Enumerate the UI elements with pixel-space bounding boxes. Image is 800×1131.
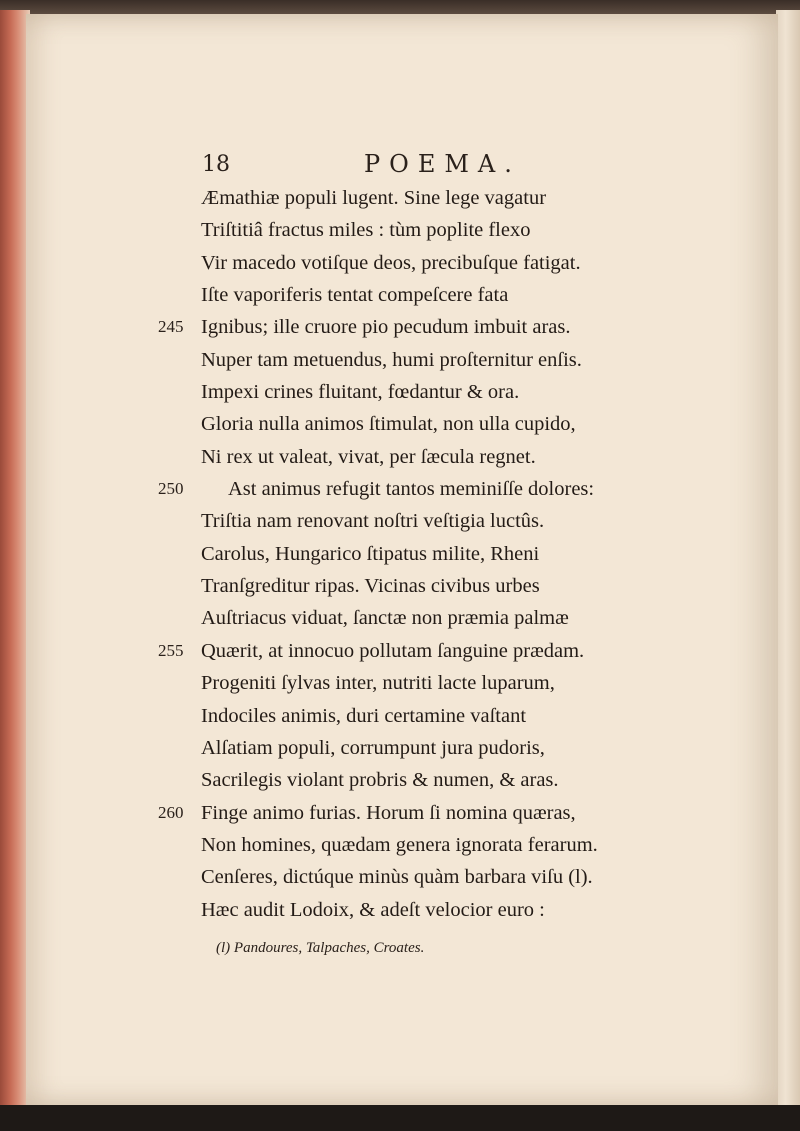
line-number: 255 (158, 640, 184, 660)
verse-text: Alſatiam populi, corrumpunt jura pudoris, (201, 736, 545, 759)
line-number: 260 (158, 802, 184, 822)
verse-text: Gloria nulla animos ſtimulat, non ulla cupido, (201, 413, 576, 436)
verse-line (0, 505, 800, 537)
verse-text: Auſtriacus viduat, ſanctæ non præmia palmæ (201, 607, 569, 630)
verse-line (0, 732, 800, 764)
verse-text: Tranſgreditur ripas. Vicinas civibus urbes (201, 575, 540, 598)
verse-line (0, 894, 800, 926)
verse-line (0, 764, 800, 796)
poem-text (0, 182, 800, 926)
line-number: 250 (158, 479, 184, 499)
verse-text: Impexi crines fluitant, fœdantur & ora. (201, 381, 520, 404)
verse-text: Iſte vaporiferis tentat compeſcere fata (201, 284, 509, 307)
line-number: 245 (158, 317, 184, 337)
verse-text: Æmathiæ populi lugent. Sine lege vagatur (201, 187, 547, 209)
verse-line (0, 538, 800, 570)
verse-line (0, 635, 800, 667)
verse-line (0, 829, 800, 861)
verse-line (0, 602, 800, 634)
verse-line (0, 247, 800, 279)
verse-text: Carolus, Hungarico ſtipatus milite, Rheni (201, 542, 540, 565)
verse-line (0, 441, 800, 473)
verse-text: Progeniti ſylvas inter, nutriti lacte luparum, (201, 672, 555, 695)
book-bottom-edge (0, 1105, 800, 1131)
verse-text: Ignibus; ille cruore pio pecudum imbuit aras. (201, 316, 571, 339)
verse-line (0, 408, 800, 440)
verse-line (0, 311, 800, 343)
verse-line (0, 182, 800, 214)
verse-line (0, 344, 800, 376)
verse-text: Ni rex ut valeat, vivat, per ſæcula regnet. (201, 445, 536, 468)
verse-text: Triſtia nam renovant noſtri veſtigia luctûs. (201, 510, 545, 533)
verse-line (0, 279, 800, 311)
verse-text: Finge animo furias. Horum ſi nomina quæras, (201, 801, 576, 824)
verse-line (0, 473, 800, 505)
verse-line (0, 570, 800, 602)
verse-line (0, 376, 800, 408)
verse-text: Quærit, at innocuo pollutam ſanguine prædam. (201, 639, 585, 662)
verse-text: Nuper tam metuendus, humi proſternitur enſis. (201, 348, 582, 371)
verse-text: Non homines, quædam genera ignorata ferarum. (201, 833, 598, 856)
verse-text: Vir macedo votiſque deos, precibuſque fatigat. (201, 251, 581, 274)
page-number: 18 (202, 152, 230, 177)
verse-line (0, 797, 800, 829)
verse-line (0, 700, 800, 732)
running-title: POEMA. (364, 150, 521, 178)
verse-text: Indociles animis, duri certamine vaſtant (201, 704, 527, 727)
verse-text: Cenſeres, dictúque minùs quàm barbara viſu (l). (201, 866, 593, 889)
verse-text: Sacrilegis violant probris & numen, & aras. (201, 769, 559, 792)
footnote: (l) Pandoures, Talpaches, Croates. (216, 940, 425, 956)
verse-text: Ast animus refugit tantos meminiſſe dolores: (228, 478, 595, 501)
verse-line (0, 861, 800, 893)
verse-text: Triſtitiâ fractus miles : tùm poplite flexo (201, 219, 531, 242)
verse-line (0, 667, 800, 699)
verse-text: Hæc audit Lodoix, & adeſt velocior euro : (201, 898, 545, 921)
verse-line (0, 214, 800, 246)
